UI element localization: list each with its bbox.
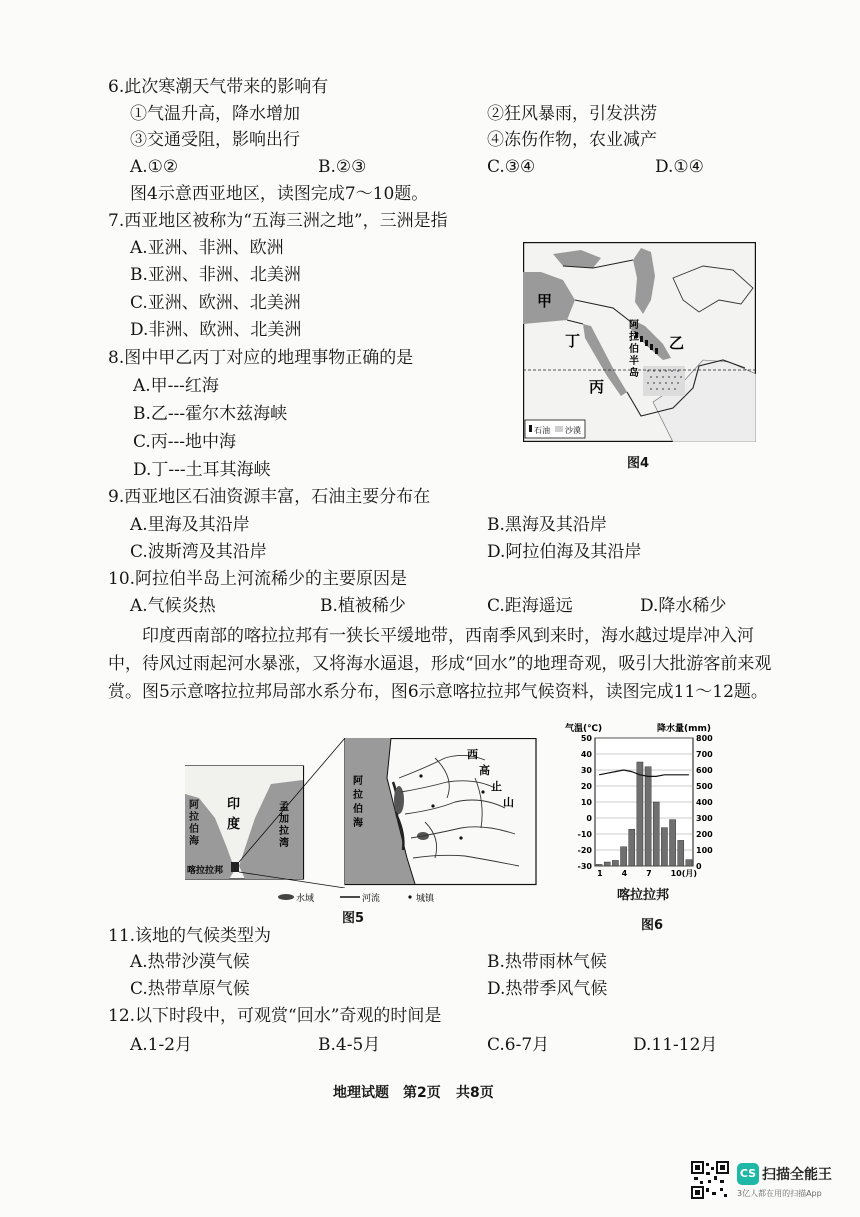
- precip-bar: [670, 820, 676, 866]
- watermark-tagline: 3亿人都在用的扫描App: [737, 1189, 822, 1198]
- q6-stem: 6.此次寒潮天气带来的影响有: [108, 77, 329, 97]
- label-bay-of-bengal: 孟加拉湾: [279, 802, 289, 849]
- legend-river: 河流: [362, 894, 381, 904]
- q9-choice-b: B.黑海及其沿岸: [487, 515, 607, 535]
- q9-choice-d: D.阿拉伯海及其沿岸: [487, 542, 642, 562]
- legend-oil: 石油: [534, 426, 550, 435]
- q11-choice-a: A.热带沙漠气候: [130, 952, 250, 972]
- q12-choice-b: B.4-5月: [318, 1035, 381, 1055]
- month-tick-label: 10(月): [670, 869, 698, 878]
- precip-tick-label: 500: [696, 782, 713, 791]
- q12-stem: 12.以下时段中，可观赏“回水”奇观的时间是: [108, 1006, 442, 1026]
- q9-choice-c: C.波斯湾及其沿岸: [130, 542, 267, 562]
- precip-tick-label: 0: [696, 862, 702, 871]
- label-india-1: 印: [227, 797, 241, 812]
- precip-axis-title: 降水量(mm): [657, 724, 711, 734]
- temp-axis-title: 气温(℃): [565, 724, 603, 734]
- precip-bar: [686, 860, 692, 866]
- month-tick-label: 4: [621, 869, 628, 878]
- fig5-kerala-map: [185, 738, 537, 888]
- watermark-brand: 扫描全能王: [762, 1167, 832, 1183]
- month-tick-label: 7: [646, 869, 652, 878]
- precip-bar: [621, 847, 627, 866]
- fig4-intro: 图4示意西亚地区，读图完成7～10题。: [130, 184, 429, 204]
- label-ding: 丁: [565, 332, 581, 350]
- precip-bar: [678, 840, 684, 866]
- q10-choice-a: A.气候炎热: [130, 596, 216, 616]
- q8-choice-b: B.乙---霍尔木兹海峡: [133, 404, 288, 424]
- precip-bar: [653, 802, 659, 866]
- fig4-west-asia-map: [523, 242, 756, 442]
- footer-total: 共8页: [456, 1085, 494, 1101]
- legend-water: 水域: [296, 894, 315, 904]
- q12-choice-a: A.1-2月: [130, 1035, 193, 1055]
- precip-bar: [604, 862, 610, 866]
- temp-tick-label: 20: [580, 782, 592, 791]
- temp-tick-label: 10: [580, 798, 592, 807]
- q7-choice-d: D.非洲、欧洲、北美洲: [130, 320, 302, 340]
- q11-stem: 11.该地的气候类型为: [108, 926, 272, 946]
- q10-stem: 10.阿拉伯半岛上河流稀少的主要原因是: [108, 569, 408, 589]
- precip-tick-label: 200: [696, 830, 713, 839]
- month-tick-label: 1: [597, 869, 603, 878]
- temp-tick-label: 0: [586, 814, 592, 823]
- label-india-2: 度: [227, 817, 241, 832]
- label-arabian-sea-left: 阿拉伯海: [189, 800, 199, 847]
- qr-code-icon: [690, 1160, 730, 1200]
- precip-tick-label: 300: [696, 814, 713, 823]
- precip-bar: [596, 864, 602, 866]
- q8-choice-c: C.丙---地中海: [133, 432, 237, 452]
- q7-choice-a: A.亚洲、非洲、欧洲: [130, 238, 284, 258]
- q7-choice-b: B.亚洲、非洲、北美洲: [130, 265, 301, 285]
- precip-bar: [661, 828, 667, 866]
- fig4-caption: 图4: [627, 456, 650, 471]
- precip-bar: [612, 860, 618, 866]
- footer-subject: 地理试题: [333, 1085, 389, 1101]
- q6-choice-c: C.③④: [487, 157, 536, 177]
- q6-option-3: ③交通受阻，影响出行: [130, 130, 300, 150]
- q10-choice-b: B.植被稀少: [320, 596, 406, 616]
- label-jia: 甲: [537, 292, 553, 310]
- q12-choice-c: C.6-7月: [487, 1035, 550, 1055]
- q6-choice-b: B.②③: [318, 157, 367, 177]
- q10-choice-d: D.降水稀少: [640, 596, 727, 616]
- precip-bar: [629, 829, 635, 866]
- temp-tick-label: -10: [577, 830, 592, 839]
- q6-choice-a: A.①②: [130, 157, 179, 177]
- precip-tick-label: 100: [696, 846, 713, 855]
- q9-stem: 9.西亚地区石油资源丰富，石油主要分布在: [108, 487, 431, 507]
- q11-choice-d: D.热带季风气候: [487, 979, 608, 999]
- precip-bar: [637, 762, 643, 866]
- precip-tick-label: 400: [696, 798, 713, 807]
- q9-choice-a: A.里海及其沿岸: [130, 515, 250, 535]
- temp-tick-label: 40: [580, 750, 592, 759]
- label-bing: 丙: [589, 378, 605, 396]
- temp-tick-label: -30: [577, 862, 592, 871]
- label-peninsula: 阿拉伯半岛: [629, 320, 639, 379]
- fig6-caption: 图6: [641, 918, 664, 933]
- precip-tick-label: 700: [696, 750, 713, 759]
- footer-page: 第2页: [403, 1085, 441, 1101]
- fig6-place: 喀拉拉邦: [617, 888, 670, 903]
- fig6-climate-chart: [563, 720, 738, 878]
- q6-option-2: ②狂风暴雨，引发洪涝: [487, 104, 657, 124]
- q11-choice-c: C.热带草原气候: [130, 979, 250, 999]
- label-kerala: 喀拉拉邦: [187, 866, 224, 876]
- q7-stem: 7.西亚地区被称为“五海三洲之地”，三洲是指: [108, 211, 448, 231]
- q8-choice-d: D.丁---土耳其海峡: [133, 460, 271, 480]
- precip-bar: [645, 767, 651, 866]
- q11-choice-b: B.热带雨林气候: [487, 952, 607, 972]
- desert-area: [643, 366, 685, 396]
- q8-choice-a: A.甲---红海: [133, 376, 219, 396]
- q12-choice-d: D.11-12月: [633, 1035, 718, 1055]
- q6-option-4: ④冻伤作物，农业减产: [487, 130, 657, 150]
- legend-town: 城镇: [416, 894, 435, 904]
- temp-tick-label: 50: [580, 734, 592, 743]
- fig5-legend: [276, 890, 476, 904]
- temp-tick-label: -20: [577, 846, 592, 855]
- label-arabian-sea-right: 阿拉伯海: [353, 776, 363, 829]
- q7-choice-c: C.亚洲、欧洲、北美洲: [130, 293, 301, 313]
- q10-choice-c: C.距海遥远: [487, 596, 573, 616]
- fig5-caption: 图5: [342, 911, 365, 926]
- camscanner-logo-icon: CS: [737, 1163, 759, 1185]
- label-western-ghats: 西高止山: [467, 748, 514, 809]
- precip-tick-label: 800: [696, 734, 713, 743]
- q6-option-1: ①气温升高，降水增加: [130, 104, 300, 124]
- passage-text: 印度西南部的喀拉拉邦有一狭长平缓地带，西南季风到来时，海水越过堤岸冲入河中，待风过雨起河水暴涨，又将海水逼退，形成“回水”的地理奇观，吸引大批游客前来观赏。图5示意喀拉拉邦局部水系分布，图6示意喀拉拉邦气候资料，读图完成11～12题。: [108, 626, 772, 702]
- legend-desert: 沙漠: [565, 426, 581, 435]
- precip-tick-label: 600: [696, 766, 713, 775]
- q6-choice-d: D.①④: [655, 157, 704, 177]
- lagoon-1: [394, 786, 404, 814]
- q8-stem: 8.图中甲乙丙丁对应的地理事物正确的是: [108, 348, 414, 368]
- temp-tick-label: 30: [580, 766, 592, 775]
- label-yi: 乙: [669, 334, 685, 352]
